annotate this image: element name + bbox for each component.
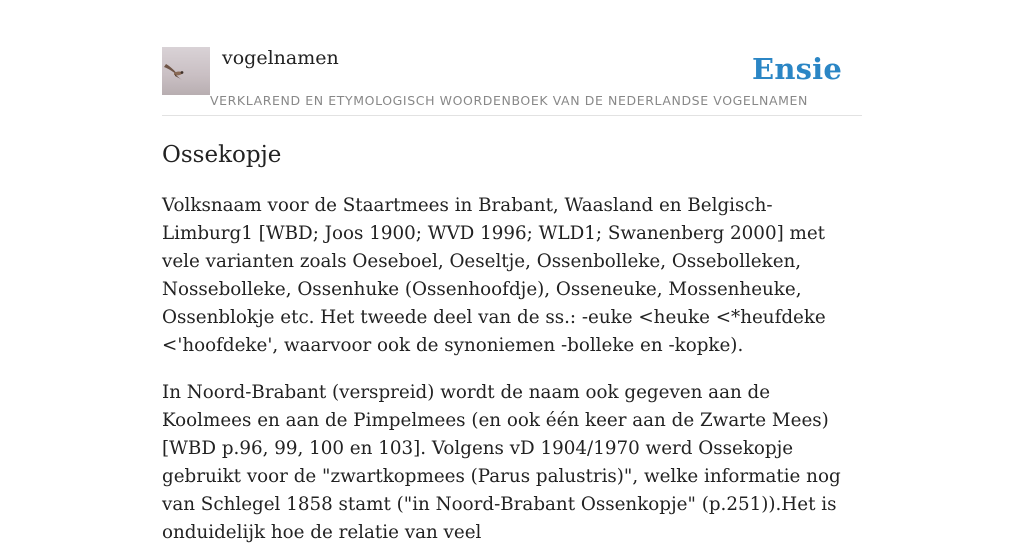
article-paragraph: In Noord-Brabant (verspreid) wordt de naam ook gegeven aan de Koolmees en aan de Pimpelmees (en ook één keer aan de Zwarte Mees) [WBD p.96, 99, 100 en 103]. Volgens vD 1904/1970 werd Ossekopje gebruikt voor de "zwartkopmees (Parus palustris)", welke informatie nog van Schlegel 1858 stamt ("in Noord-Brabant Ossenkopje" (p.251)).Het is onduidelijk hoe de relatie van veel: [162, 382, 841, 543]
avatar[interactable]: [162, 47, 210, 95]
article-paragraph: Volksnaam voor de Staartmees in Brabant, Waasland en Belgisch-Limburg1 [WBD; Joos 1900; WVD 1996; WLD1; Swanenberg 2000] met vele varianten zoals Oeseboel, Oeseltje, Ossenbolleke, Ossebolleken, Nossebolleke, Ossenhuke (Ossenhoofdje), Osseneuke, Mossenheuke, Ossenblokje etc. Het tweede deel van de ss.: -euke <heuke <*heufdeke <'hoofdeke', waarvoor ook de synoniemen -bolleke en -kopke).: [162, 195, 826, 356]
brand-logo-link[interactable]: Ensie: [752, 52, 842, 86]
site-name-link[interactable]: vogelnamen: [222, 47, 339, 69]
content-column: [162, 0, 862, 547]
page-title: Ossekopje: [162, 142, 282, 168]
site-subtitle: VERKLAREND EN ETYMOLOGISCH WOORDENBOEK VAN DE NEDERLANDSE VOGELNAMEN: [210, 93, 808, 108]
bird-in-flight-icon: [162, 47, 210, 95]
site-header: [162, 0, 862, 116]
